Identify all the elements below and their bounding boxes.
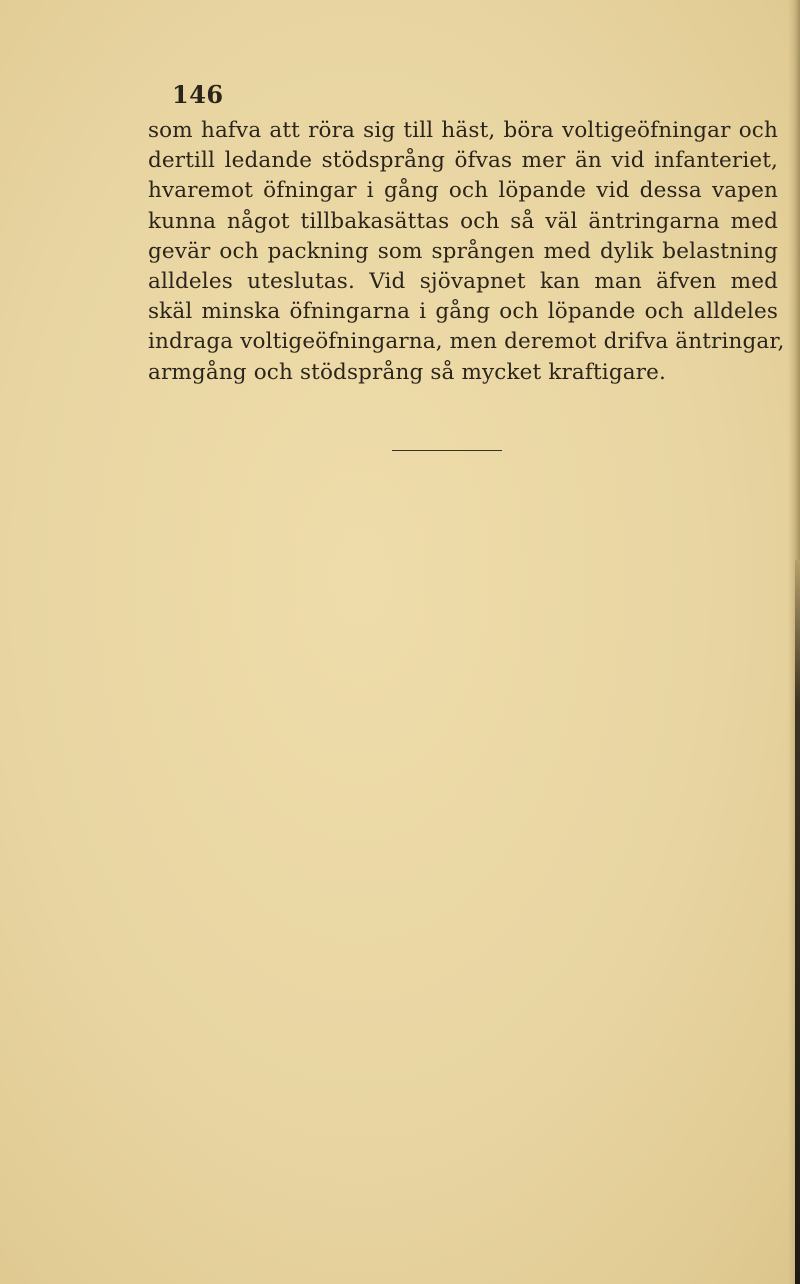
text-line: gevär och packning som sprången med dylik belastning bbox=[148, 238, 778, 264]
text-line: alldeles uteslutas. Vid sjövapnet kan man äfven med bbox=[148, 268, 778, 294]
text-line: kunna något tillbakasättas och så väl äntringarna med bbox=[148, 208, 778, 234]
section-divider bbox=[392, 450, 502, 451]
text-line: skäl minska öfningarna i gång och löpande och alldeles bbox=[148, 299, 778, 325]
text-line: hvaremot öfningar i gång och löpande vid dessa vapen bbox=[148, 178, 778, 204]
text-line: som hafva att röra sig till häst, böra voltigeöfningar och bbox=[148, 118, 778, 143]
page-number: 146 bbox=[172, 80, 224, 109]
page-edge-binding bbox=[795, 560, 800, 1284]
text-line: dertill ledande stödsprång öfvas mer än vid infanteriet, bbox=[148, 148, 778, 174]
text-line: indraga voltigeöfningarna, men deremot drifva äntringar, bbox=[148, 329, 785, 355]
body-paragraph bbox=[148, 116, 785, 388]
text-line: armgång och stödsprång så mycket kraftigare. bbox=[148, 359, 666, 385]
